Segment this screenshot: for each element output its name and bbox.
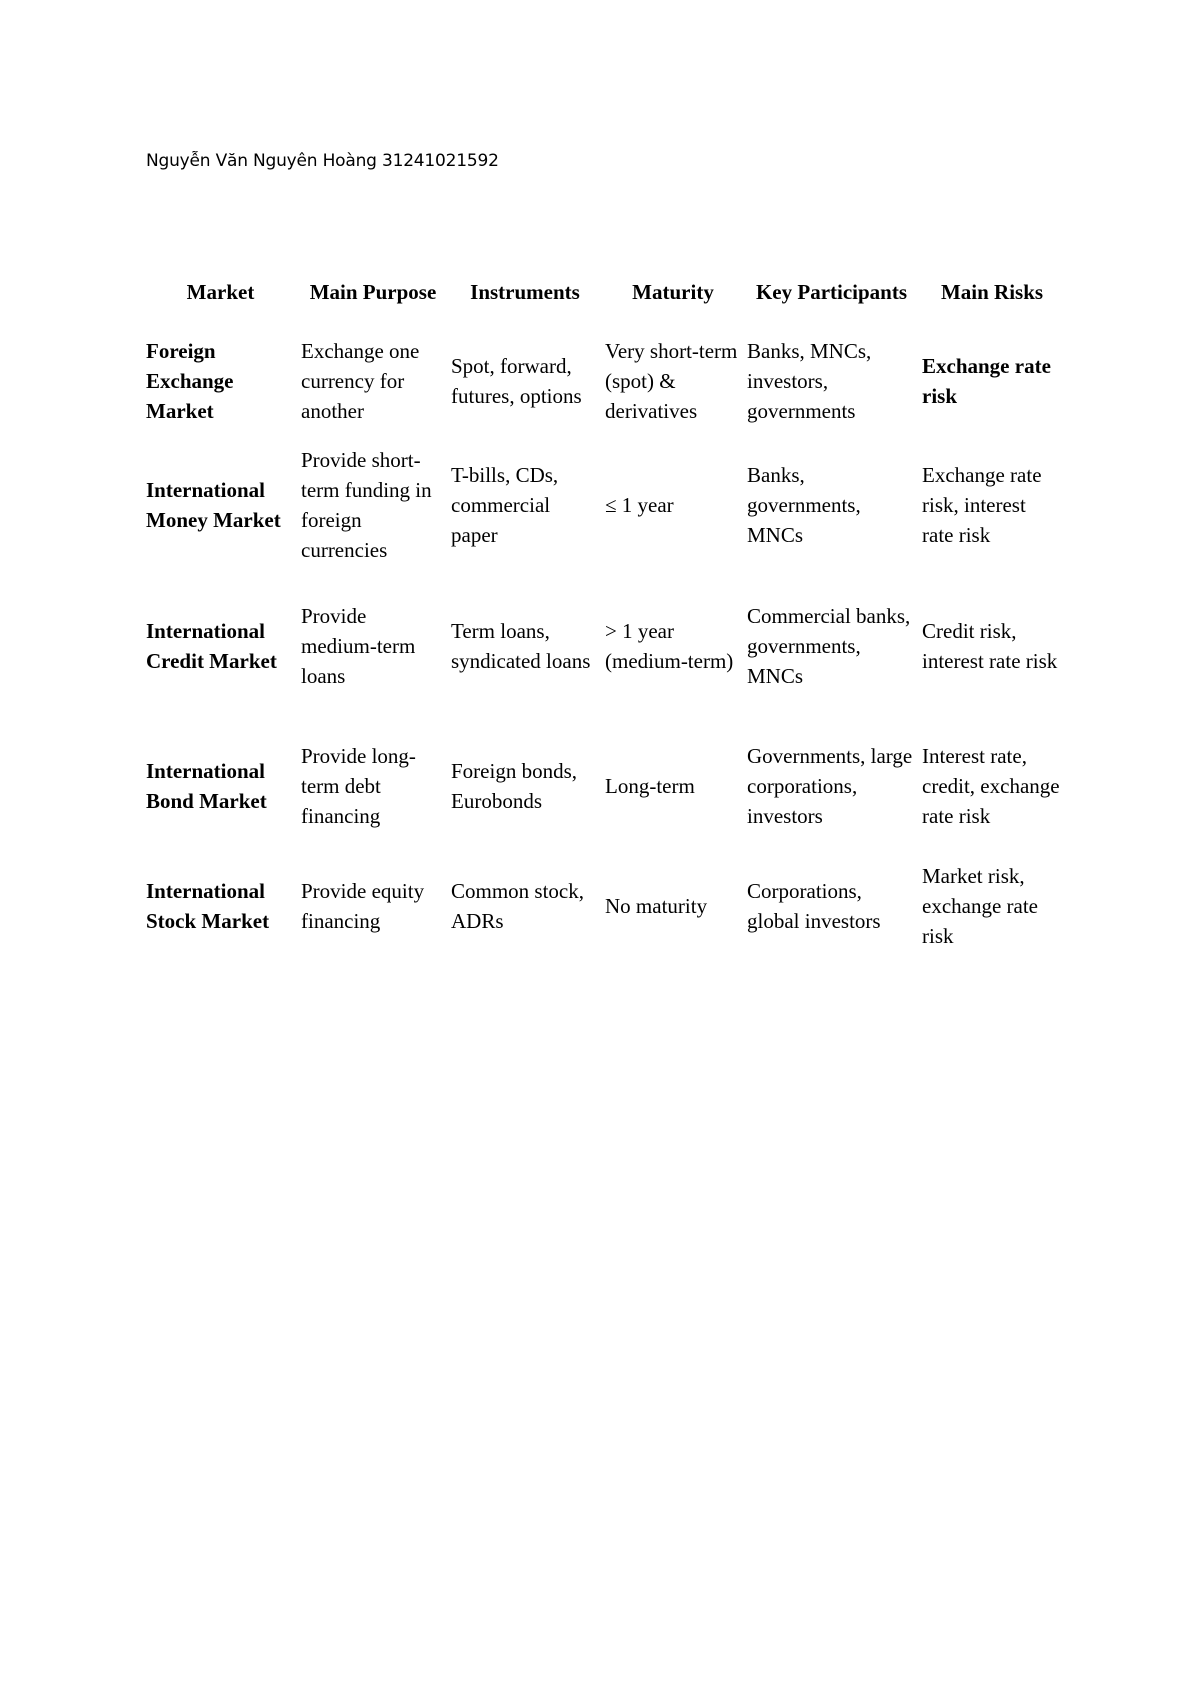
cell-risks: Exchange rate risk, interest rate risk: [922, 463, 1042, 547]
table-row: [143, 856, 1065, 956]
author-line: Nguyễn Văn Nguyên Hoàng 31241021592: [146, 151, 499, 171]
cell-participants: Banks, governments, MNCs: [747, 463, 861, 547]
cell-instruments: Term loans, syndicated loans: [451, 619, 591, 673]
cell-purpose: Provide medium-term loans: [301, 604, 416, 688]
table-row: [143, 716, 1065, 856]
cell-purpose: Exchange one currency for another: [301, 339, 420, 423]
cell-maturity: No maturity: [605, 894, 708, 918]
cell-participants: Corporations, global investors: [747, 879, 881, 933]
header-maturity: Maturity: [632, 280, 714, 304]
header-key-participants: Key Participants: [755, 280, 908, 304]
header-main-risks: Main Risks: [940, 280, 1044, 304]
cell-participants: Banks, MNCs, investors, governments: [747, 339, 872, 423]
cell-market: International Bond Market: [146, 759, 267, 813]
cell-instruments: T-bills, CDs, commercial paper: [451, 463, 559, 547]
cell-risks: Credit risk, interest rate risk: [922, 619, 1058, 673]
markets-table: [143, 256, 1065, 956]
cell-market: Foreign Exchange Market: [146, 339, 234, 423]
cell-maturity: > 1 year (medium-term): [605, 619, 734, 673]
cell-maturity: ≤ 1 year: [605, 493, 674, 517]
cell-market: International Credit Market: [146, 619, 277, 673]
cell-participants: Commercial banks, governments, MNCs: [747, 604, 911, 688]
cell-market: International Money Market: [146, 478, 281, 532]
cell-market: International Stock Market: [146, 879, 270, 933]
header-market: Market: [186, 280, 255, 304]
table-row: [143, 434, 1065, 576]
table-row: [143, 576, 1065, 716]
cell-purpose: Provide equity financing: [301, 879, 425, 933]
header-main-purpose: Main Purpose: [309, 280, 437, 304]
cell-maturity: Long-term: [605, 774, 695, 798]
cell-instruments: Spot, forward, futures, options: [451, 354, 582, 408]
cell-participants: Governments, large corporations, investors: [747, 744, 913, 828]
cell-purpose: Provide short-term funding in foreign currencies: [301, 448, 432, 562]
cell-risks: Market risk, exchange rate risk: [922, 864, 1039, 948]
cell-risks: Interest rate, credit, exchange rate risk: [922, 744, 1060, 828]
cell-risks: Exchange rate risk: [922, 354, 1051, 408]
cell-instruments: Foreign bonds, Eurobonds: [451, 759, 577, 813]
cell-instruments: Common stock, ADRs: [451, 879, 585, 933]
cell-maturity: Very short-term (spot) & derivatives: [605, 339, 738, 423]
table-row: [143, 328, 1065, 434]
cell-purpose: Provide long-term debt financing: [301, 744, 416, 828]
table-header-row: [143, 256, 1065, 328]
header-instruments: Instruments: [470, 280, 580, 304]
